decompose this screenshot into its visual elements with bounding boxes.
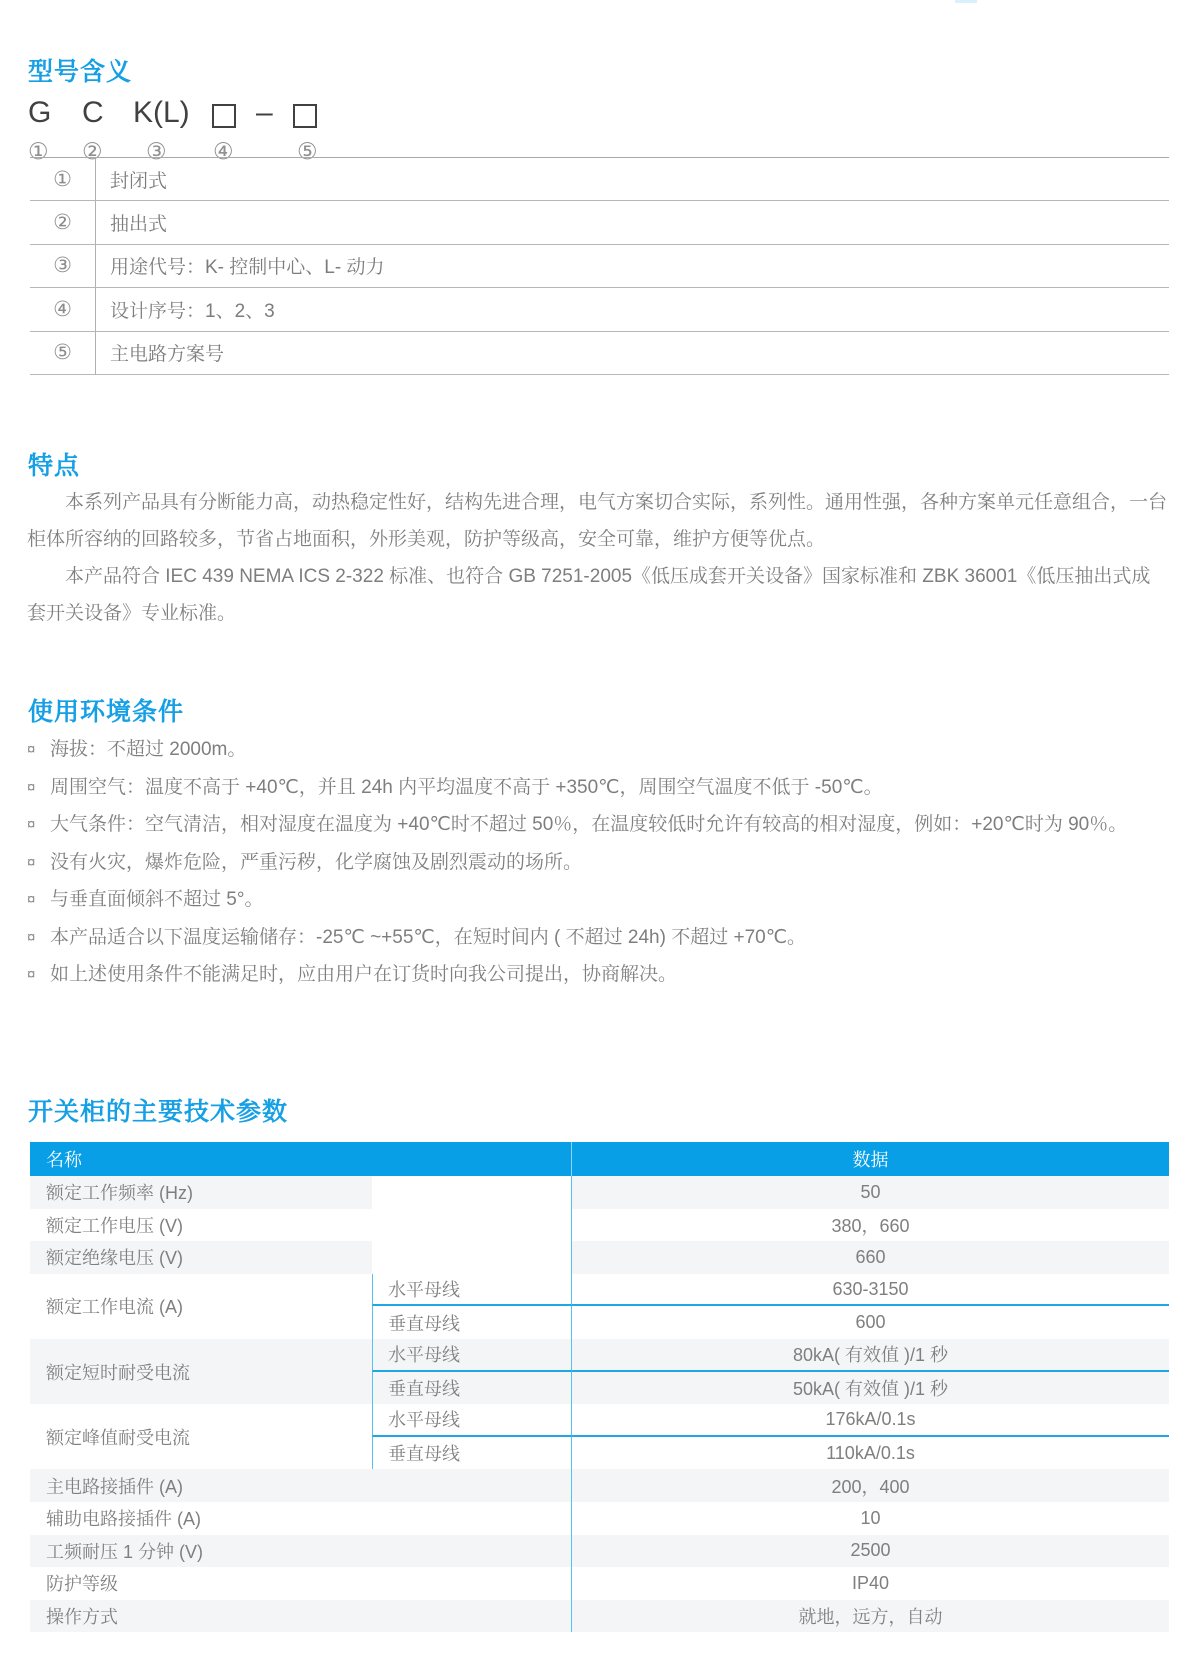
features-text [27,484,1169,632]
model-code-letter-g: G [28,96,52,129]
model-row-desc: 用途代号：K- 控制中心、L- 动力 [96,245,1169,288]
model-row-desc: 设计序号：1、2、3 [96,288,1169,331]
tech-group-name: 额定短时耐受电流 [30,1339,372,1404]
model-code-box-2 [293,104,317,128]
tech-parameters-table [30,1142,1169,1632]
model-marker-1: ① [28,138,49,164]
model-code-box-1 [212,104,236,128]
model-marker-5: ⑤ [297,138,318,164]
bullet-icon: ¤ [27,966,36,983]
tech-row-name: 工频耐压 1 分钟 (V) [30,1535,571,1568]
tech-header-name: 名称 [30,1142,571,1176]
environment-item [27,956,1169,994]
tech-row-sub: 垂直母线 [372,1437,571,1470]
model-code-letter-kl: K(L) [133,96,190,129]
model-section-title: 型号含义 [28,58,133,86]
environment-item-text: 本产品适合以下温度运输储存：-25℃ ~+55℃，在短时间内 ( 不超过 24h) 不超过 +70℃。 [50,926,807,948]
tech-section-title: 开关柜的主要技术参数 [28,1098,289,1126]
tech-row-value: 80kA( 有效值 )/1 秒 [571,1339,1169,1372]
tech-row-name: 额定绝缘电压 (V) [30,1241,372,1274]
bullet-icon: ¤ [27,816,36,833]
tech-row-sub: 垂直母线 [372,1306,571,1339]
tech-row-sub: 垂直母线 [372,1372,571,1405]
tech-row-spacer [372,1209,571,1242]
model-code-letter-c: C [82,96,104,129]
environment-item [27,731,1169,769]
model-row-num: ⑤ [30,332,96,375]
environment-item [27,806,1169,844]
bullet-icon: ¤ [27,891,36,908]
model-row-desc: 主电路方案号 [96,332,1169,375]
tech-row-sub: 水平母线 [372,1274,571,1307]
environment-item [27,919,1169,957]
tech-row-value: IP40 [571,1567,1169,1600]
environment-item-text: 海拔：不超过 2000m。 [50,739,247,760]
environment-item [27,881,1169,919]
model-meaning-table [30,157,1169,375]
tech-row-value: 600 [571,1306,1169,1339]
model-marker-4: ④ [213,138,234,164]
tech-row-value: 200，400 [571,1469,1169,1502]
model-row-num: ② [30,201,96,244]
environment-item [27,769,1169,807]
tech-row-value: 380，660 [571,1209,1169,1242]
environment-list [27,731,1169,994]
tech-row-name: 额定工作电压 (V) [30,1209,372,1242]
tech-row-spacer [372,1241,571,1274]
bullet-icon: ¤ [27,928,36,946]
model-marker-2: ② [82,138,103,164]
tech-row-value: 176kA/0.1s [571,1404,1169,1437]
environment-section-title: 使用环境条件 [28,698,185,726]
bullet-icon: ¤ [27,853,36,871]
tech-row-name: 防护等级 [30,1567,571,1600]
bullet-icon: ¤ [27,778,36,796]
environment-item-text: 与垂直面倾斜不超过 5°。 [50,889,264,910]
tech-row-value: 110kA/0.1s [571,1437,1169,1470]
model-marker-3: ③ [146,138,167,164]
tech-row-value: 50 [571,1176,1169,1209]
model-row-desc: 封闭式 [96,158,1169,201]
tech-row-value: 就地，远方，自动 [571,1600,1169,1633]
model-row-desc: 抽出式 [96,201,1169,244]
bullet-icon: ¤ [27,741,36,758]
tech-row-value: 10 [571,1502,1169,1535]
environment-item [27,844,1169,882]
tech-row-value: 630-3150 [571,1274,1169,1307]
features-paragraph: 本产品符合 IEC 439 NEMA ICS 2-322 标准、也符合 GB 7251-2005《低压成套开关设备》国家标准和 ZBK 36001《低压抽出式成套开关设备》专业标准。 [27,566,1151,624]
environment-item-text: 周围空气：温度不高于 +40℃，并且 24h 内平均温度不高于 +350℃，周围空气温度不低于 -50℃。 [50,776,883,798]
features-section-title: 特点 [28,452,81,480]
tech-row-name: 额定工作频率 (Hz) [30,1176,372,1209]
tech-row-sub: 水平母线 [372,1339,571,1372]
tech-header-data: 数据 [571,1142,1169,1176]
environment-item-text: 如上述使用条件不能满足时，应由用户在订货时向我公司提出，协商解决。 [50,964,678,985]
environment-item-text: 没有火灾，爆炸危险，严重污秽，化学腐蚀及剧烈震动的场所。 [50,851,583,873]
tech-row-value: 660 [571,1241,1169,1274]
tech-row-sub: 水平母线 [372,1404,571,1437]
model-row-num: ① [30,158,96,201]
tech-group-name: 额定工作电流 (A) [30,1274,372,1339]
tech-row-value: 50kA( 有效值 )/1 秒 [571,1372,1169,1405]
tech-group-name: 额定峰值耐受电流 [30,1404,372,1469]
model-row-num: ③ [30,245,96,288]
features-paragraph: 本系列产品具有分断能力高，动热稳定性好，结构先进合理，电气方案切合实际，系列性。通用性强，各种方案单元任意组合，一台柜体所容纳的回路较多，节省占地面积，外形美观，防护等级高，安全可靠，维护方便等优点。 [27,492,1168,550]
tech-row-spacer [372,1176,571,1209]
tech-row-value: 2500 [571,1535,1169,1568]
environment-item-text: 大气条件：空气清洁，相对湿度在温度为 +40℃时不超过 50％，在温度较低时允许有较高的相对湿度，例如：+20℃时为 90％。 [50,814,1128,835]
model-row-num: ④ [30,288,96,331]
page-header-remnant [955,0,977,3]
tech-row-name: 辅助电路接插件 (A) [30,1502,571,1535]
tech-row-name: 主电路接插件 (A) [30,1469,571,1502]
model-code-dash: – [256,96,273,129]
tech-row-name: 操作方式 [30,1600,571,1633]
